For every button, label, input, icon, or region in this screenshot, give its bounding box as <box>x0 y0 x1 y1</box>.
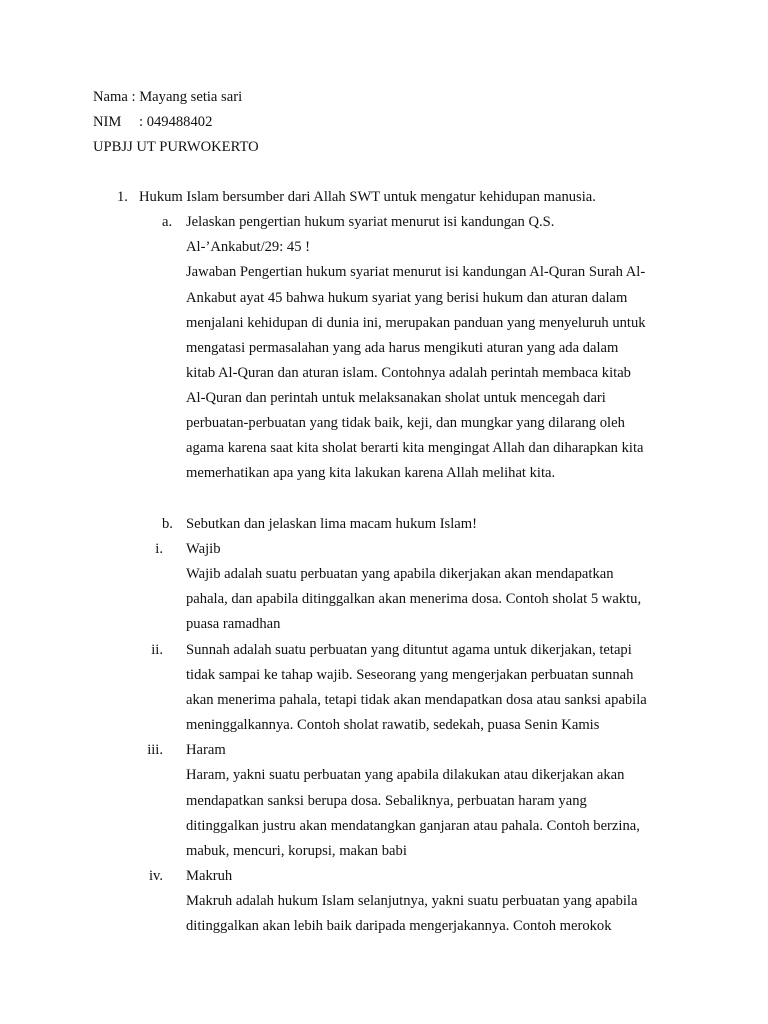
part-a-marker: a. <box>162 214 173 230</box>
list-marker-i: i. <box>155 541 163 557</box>
item-line: mabuk, mencuri, korupsi, makan babi <box>186 843 407 859</box>
part-a-answer-line: agama karena saat kita sholat berarti kita mengingat Allah dan diharapkan kita <box>186 440 644 456</box>
item-title-wajib: Wajib <box>186 541 221 557</box>
item-line: Makruh adalah hukum Islam selanjutnya, yakni suatu perbuatan yang apabila <box>186 893 638 909</box>
part-a-answer-line: menjalani kehidupan di dunia ini, merupakan panduan yang menyeluruh untuk <box>186 315 646 331</box>
nim-value: : 049488402 <box>139 114 213 130</box>
item-line: ditinggalkan akan lebih baik daripada mengerjakannya. Contoh merokok <box>186 918 612 934</box>
item-line: tidak sampai ke tahap wajib. Seseorang yang mengerjakan perbuatan sunnah <box>186 667 634 683</box>
part-a-answer-line: Al-Quran dan perintah untuk melaksanakan sholat untuk mencegah dari <box>186 390 606 406</box>
list-marker-ii: ii. <box>151 642 163 658</box>
item-line: Sunnah adalah suatu perbuatan yang dituntut agama untuk dikerjakan, tetapi <box>186 642 632 658</box>
part-a-answer-line: Ankabut ayat 45 bahwa hukum syariat yang berisi hukum dan aturan dalam <box>186 290 628 306</box>
item-title-haram: Haram <box>186 742 226 758</box>
item-line: puasa ramadhan <box>186 616 281 632</box>
part-a-answer-line: memerhatikan apa yang kita lakukan karena Allah melihat kita. <box>186 465 556 481</box>
part-b-question: Sebutkan dan jelaskan lima macam hukum Islam! <box>186 516 477 532</box>
part-a-answer-line: Jawaban Pengertian hukum syariat menurut isi kandungan Al-Quran Surah Al- <box>186 264 646 280</box>
item-line: Haram, yakni suatu perbuatan yang apabila dilakukan atau dikerjakan akan <box>186 767 625 783</box>
part-a-question-line: Al-’Ankabut/29: 45 ! <box>186 239 311 255</box>
item-title-makruh: Makruh <box>186 868 233 884</box>
item-line: Wajib adalah suatu perbuatan yang apabila dikerjakan akan mendapatkan <box>186 566 614 582</box>
part-a-answer-line: kitab Al-Quran dan aturan islam. Contohnya adalah perintah membaca kitab <box>186 365 631 381</box>
student-name: Nama : Mayang setia sari <box>93 89 243 105</box>
part-a-answer-line: mengatasi permasalahan yang ada harus mengikuti aturan yang ada dalam <box>186 340 619 356</box>
part-b-marker: b. <box>162 516 173 532</box>
item-line: pahala, dan apabila ditinggalkan akan menerima dosa. Contoh sholat 5 waktu, <box>186 591 642 607</box>
part-a-question-line: Jelaskan pengertian hukum syariat menurut isi kandungan Q.S. <box>186 214 555 230</box>
question-text: Hukum Islam bersumber dari Allah SWT untuk mengatur kehidupan manusia. <box>139 189 596 205</box>
list-marker-iii: iii. <box>147 742 163 758</box>
nim-label: NIM <box>93 114 122 130</box>
item-line: ditinggalkan justru akan mendatangkan ganjaran atau pahala. Contoh berzina, <box>186 818 640 834</box>
question-number: 1. <box>117 189 128 205</box>
part-a-answer-line: perbuatan-perbuatan yang tidak baik, keji, dan mungkar yang dilarang oleh <box>186 415 625 431</box>
upbjj-label: UPBJJ UT PURWOKERTO <box>93 139 259 155</box>
item-line: akan menerima pahala, tetapi tidak akan mendapatkan dosa atau sanksi apabila <box>186 692 647 708</box>
item-line: mendapatkan sanksi berupa dosa. Sebaliknya, perbuatan haram yang <box>186 793 587 809</box>
list-marker-iv: iv. <box>148 868 163 884</box>
item-line: meninggalkannya. Contoh sholat rawatib, sedekah, puasa Senin Kamis <box>186 717 600 733</box>
